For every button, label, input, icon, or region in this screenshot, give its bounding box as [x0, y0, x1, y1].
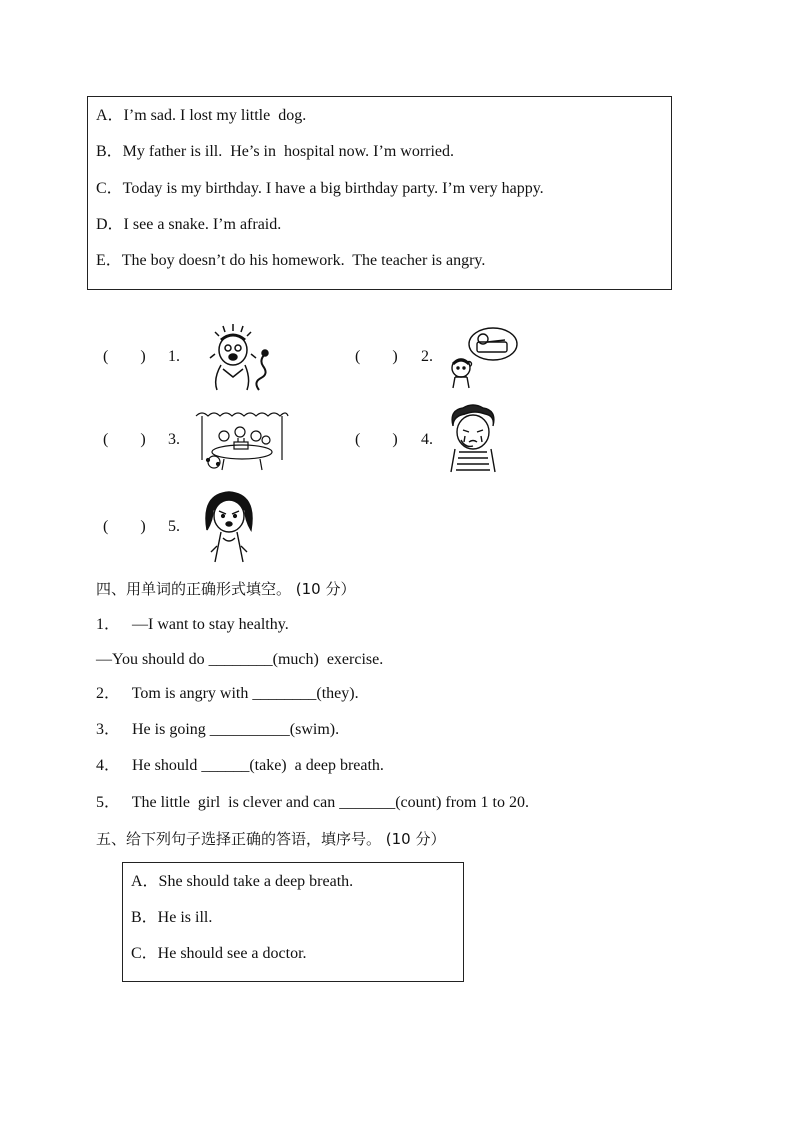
item-number: 4.	[421, 431, 433, 448]
fill-line-1-reply: —You should do ________(much) exercise.	[96, 651, 384, 668]
option-e: E．The boy doesn’t do his homework. The teacher is angry.	[96, 252, 486, 269]
item-number: 5.	[168, 518, 180, 535]
option-c: C．He should see a doctor.	[131, 945, 307, 962]
answer-bracket[interactable]: ( )	[103, 518, 146, 535]
answer-bracket[interactable]: ( )	[103, 431, 146, 448]
section-5-heading: 五、给下列句子选择正确的答语，填序号。 (10 分）	[96, 830, 446, 848]
angry-teacher-icon	[201, 490, 257, 564]
answer-bracket[interactable]: ( )	[103, 348, 146, 365]
option-b: B．My father is ill. He’s in hospital now. I’m worried.	[96, 143, 455, 160]
fill-line-1: 1． —I want to stay healthy.	[96, 616, 289, 633]
section-4-heading: 四、用单词的正确形式填空。 (10 分）	[96, 580, 356, 598]
answer-bracket[interactable]: ( )	[355, 348, 398, 365]
answer-bracket[interactable]: ( )	[355, 431, 398, 448]
option-d: D．I see a snake. I’m afraid.	[96, 216, 282, 233]
boy-thinking-sick-father-icon	[447, 324, 521, 390]
item-number: 2.	[421, 348, 433, 365]
item-number: 1.	[168, 348, 180, 365]
fill-line-3: 3． He is going __________(swim).	[96, 721, 340, 738]
options-box-1	[87, 96, 672, 290]
option-c: C．Today is my birthday. I have a big birthday party. I’m very happy.	[96, 180, 544, 197]
option-b: B．He is ill.	[131, 909, 213, 926]
fill-line-5: 5． The little girl is clever and can _______(count) from 1 to 20.	[96, 794, 529, 811]
options-box-2	[122, 862, 464, 982]
item-number: 3.	[168, 431, 180, 448]
option-a: A．I’m sad. I lost my little dog.	[96, 107, 307, 124]
birthday-party-icon	[194, 410, 290, 472]
fill-line-4: 4． He should ______(take) a deep breath.	[96, 757, 384, 774]
crying-boy-icon	[445, 404, 501, 474]
option-a: A．She should take a deep breath.	[131, 873, 354, 890]
fill-line-2: 2． Tom is angry with ________(they).	[96, 685, 359, 702]
scared-man-snake-icon	[193, 324, 279, 392]
